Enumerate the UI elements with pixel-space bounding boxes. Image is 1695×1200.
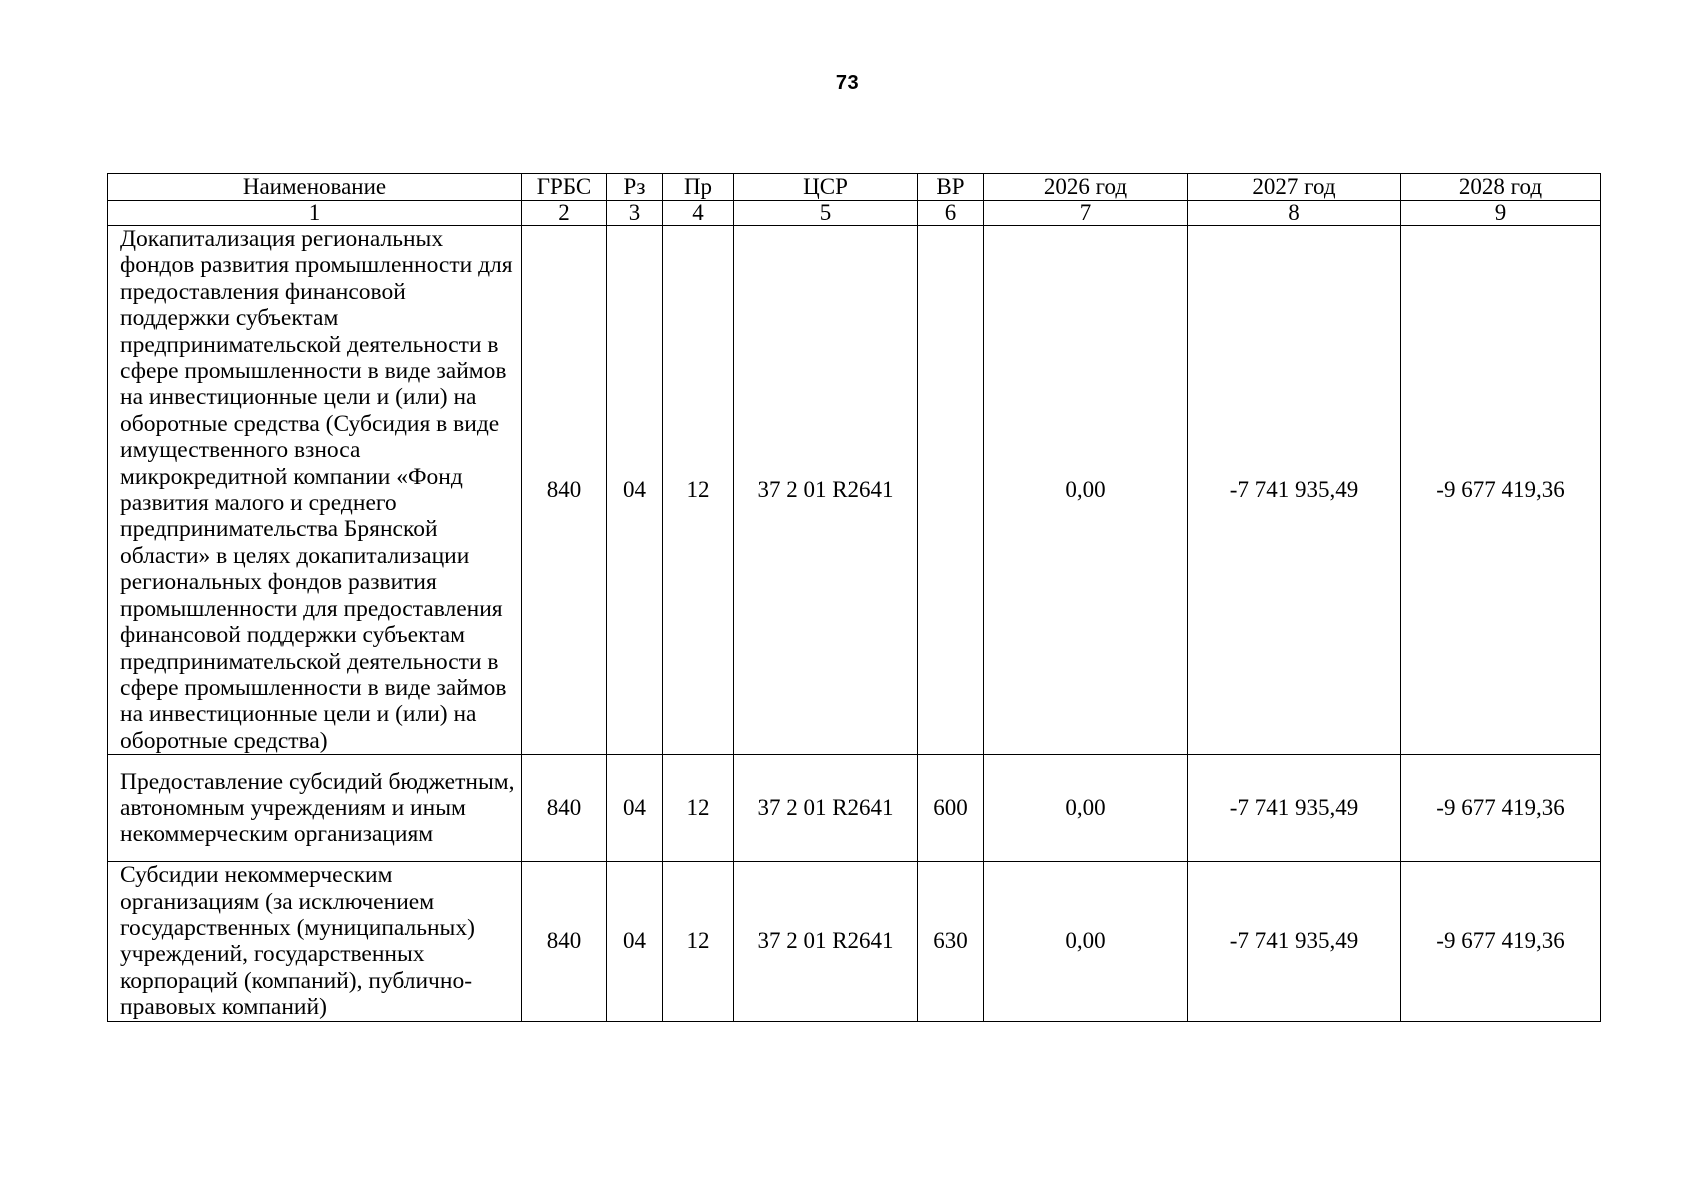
header-2028: 2028 год <box>1401 174 1601 201</box>
header-vr: ВР <box>918 174 984 201</box>
row-rz: 04 <box>607 862 663 1021</box>
row-pr: 12 <box>663 862 734 1021</box>
column-number: 3 <box>607 201 663 226</box>
row-2028: -9 677 419,36 <box>1401 862 1601 1021</box>
row-2027: -7 741 935,49 <box>1188 862 1401 1021</box>
row-grbs: 840 <box>522 755 607 862</box>
budget-table <box>107 173 1601 1022</box>
row-pr: 12 <box>663 755 734 862</box>
row-name: Докапитализация региональных фондов развития промышленности для предоставления финансовой поддержки субъектам предпринимательской деятельности в сфере промышленности в виде займов на инвестиционные цели и (или) на оборотные средства (Субсидия в виде имущественного взноса микрокредитной компании «Фонд развития малого и среднего предпринимательства Брянской области» в целях докапитализации региональных фондов развития промышленности для предоставления финансовой поддержки субъектам предпринимательской деятельности в сфере промышленности в виде займов на инвестиционные цели и (или) на оборотные средства) <box>108 226 522 755</box>
column-number: 5 <box>734 201 918 226</box>
header-row <box>108 174 1601 201</box>
row-2027: -7 741 935,49 <box>1188 226 1401 755</box>
column-number: 4 <box>663 201 734 226</box>
row-name: Субсидии некоммерческим организациям (за исключением государственных (муниципальных) учреждений, государственных корпораций (компаний), публично-правовых компаний) <box>108 862 522 1021</box>
row-2027: -7 741 935,49 <box>1188 755 1401 862</box>
table-row <box>108 226 1601 755</box>
header-rz: Рз <box>607 174 663 201</box>
row-rz: 04 <box>607 755 663 862</box>
column-number: 8 <box>1188 201 1401 226</box>
column-number: 6 <box>918 201 984 226</box>
row-name: Предоставление субсидий бюджетным, автономным учреждениям и иным некоммерческим организациям <box>108 755 522 862</box>
column-number: 7 <box>984 201 1188 226</box>
row-csr: 37 2 01 R2641 <box>734 755 918 862</box>
row-grbs: 840 <box>522 226 607 755</box>
row-2028: -9 677 419,36 <box>1401 226 1601 755</box>
header-csr: ЦСР <box>734 174 918 201</box>
table-row <box>108 755 1601 862</box>
row-vr: 630 <box>918 862 984 1021</box>
column-number-row <box>108 201 1601 226</box>
table-row <box>108 862 1601 1021</box>
row-grbs: 840 <box>522 862 607 1021</box>
row-csr: 37 2 01 R2641 <box>734 226 918 755</box>
row-rz: 04 <box>607 226 663 755</box>
header-2026: 2026 год <box>984 174 1188 201</box>
row-2026: 0,00 <box>984 862 1188 1021</box>
header-grbs: ГРБС <box>522 174 607 201</box>
column-number: 9 <box>1401 201 1601 226</box>
row-2026: 0,00 <box>984 755 1188 862</box>
row-2028: -9 677 419,36 <box>1401 755 1601 862</box>
header-name: Наименование <box>108 174 522 201</box>
header-pr: Пр <box>663 174 734 201</box>
row-pr: 12 <box>663 226 734 755</box>
header-2027: 2027 год <box>1188 174 1401 201</box>
column-number: 1 <box>108 201 522 226</box>
row-vr <box>918 226 984 755</box>
column-number: 2 <box>522 201 607 226</box>
row-2026: 0,00 <box>984 226 1188 755</box>
row-csr: 37 2 01 R2641 <box>734 862 918 1021</box>
page-number: 73 <box>835 72 860 94</box>
row-vr: 600 <box>918 755 984 862</box>
